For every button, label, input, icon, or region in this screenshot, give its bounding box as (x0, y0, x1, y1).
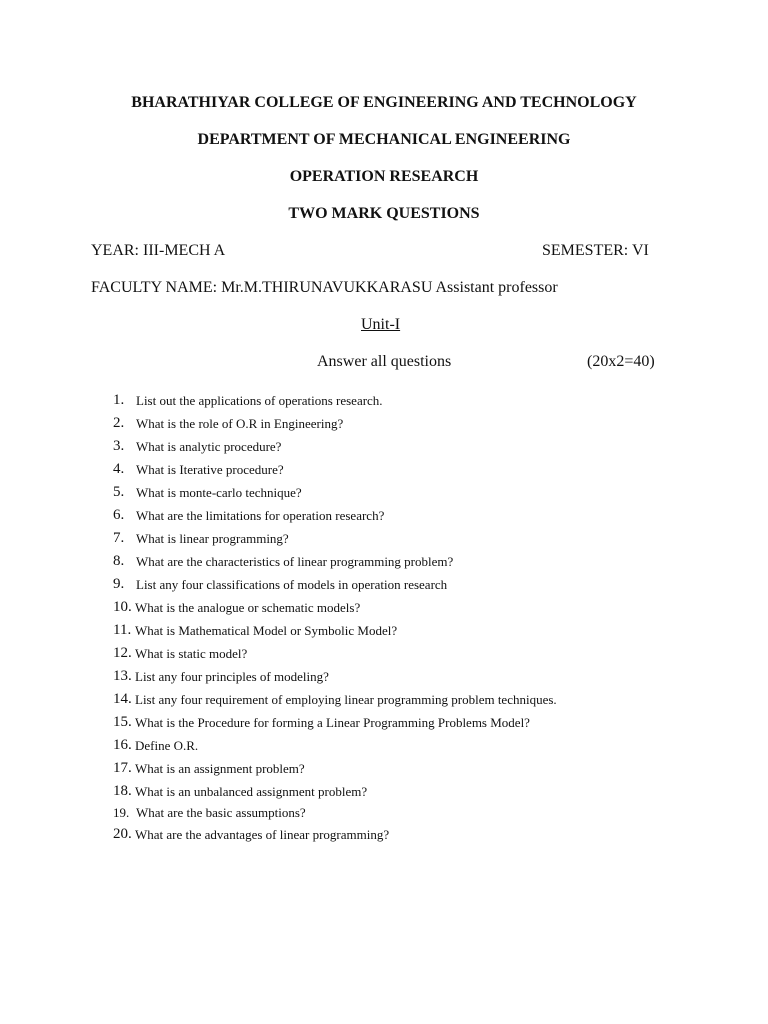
list-item (113, 711, 557, 734)
college-title: BHARATHIYAR COLLEGE OF ENGINEERING AND TECHNOLOGY (131, 94, 637, 111)
question-number: 10. (113, 599, 132, 615)
semester-label: SEMESTER: VI (542, 242, 649, 259)
question-number: 17. (113, 760, 132, 776)
list-item (113, 389, 557, 412)
question-text: What is Mathematical Model or Symbolic Model? (135, 622, 398, 638)
unit-heading: Unit-I (361, 316, 401, 333)
question-number: 16. (113, 737, 132, 753)
question-text: What are the limitations for operation research? (136, 507, 385, 523)
list-item (113, 734, 557, 757)
question-text: What are the basic assumptions? (136, 805, 306, 820)
question-text: What is Iterative procedure? (136, 461, 284, 477)
question-text: What is linear programming? (136, 530, 289, 546)
list-item (113, 435, 557, 458)
list-item (113, 757, 557, 780)
question-number: 14. (113, 691, 132, 707)
list-item (113, 412, 557, 435)
question-number: 12. (113, 645, 132, 661)
question-number: 1. (113, 392, 125, 408)
question-number: 3. (113, 438, 125, 454)
faculty-label: FACULTY NAME: Mr.M.THIRUNAVUKKARASU Assistant professor (91, 279, 558, 296)
question-text: What are the advantages of linear programming? (135, 826, 390, 842)
subject-title: OPERATION RESEARCH (289, 168, 479, 185)
question-text: What is the Procedure for forming a Linear Programming Problems Model? (135, 714, 530, 730)
question-number: 13. (113, 668, 132, 684)
department-title: DEPARTMENT OF MECHANICAL ENGINEERING (197, 131, 571, 148)
question-text: List any four requirement of employing linear programming problem techniques. (135, 691, 557, 707)
question-number: 15. (113, 714, 132, 730)
list-item (113, 619, 557, 642)
question-text: List any four classifications of models in operation research (136, 576, 448, 592)
question-text: What is the role of O.R in Engineering? (136, 415, 344, 431)
question-number: 20. (113, 826, 132, 842)
question-text: What is monte-carlo technique? (136, 484, 302, 500)
question-text: What are the characteristics of linear programming problem? (136, 553, 454, 569)
question-text: What is an assignment problem? (135, 760, 305, 776)
list-item (113, 550, 557, 573)
list-item (113, 573, 557, 596)
list-item (113, 527, 557, 550)
year-label: YEAR: III-MECH A (91, 242, 226, 259)
question-number: 7. (113, 530, 125, 546)
list-item (113, 504, 557, 527)
list-item (113, 596, 557, 619)
list-item (113, 823, 557, 846)
question-number: 6. (113, 507, 125, 523)
list-item (113, 780, 557, 803)
question-number: 18. (113, 783, 132, 799)
question-number: 4. (113, 461, 125, 477)
question-number: 9. (113, 576, 125, 592)
question-text: What is the analogue or schematic models? (135, 599, 361, 615)
instruction-text: Answer all questions (317, 353, 452, 370)
list-item (113, 458, 557, 481)
list-item (113, 665, 557, 688)
list-item (113, 481, 557, 504)
question-number: 11. (113, 622, 132, 638)
question-text: What is analytic procedure? (136, 438, 282, 454)
question-text: What is static model? (135, 645, 248, 661)
question-text: Define O.R. (135, 737, 199, 753)
marks-text: (20x2=40) (587, 353, 655, 370)
question-text: What is an unbalanced assignment problem? (135, 783, 368, 799)
question-number: 5. (113, 484, 125, 500)
question-number: 2. (113, 415, 125, 431)
paper-type-title: TWO MARK QUESTIONS (288, 205, 480, 222)
question-text: List any four principles of modeling? (135, 668, 329, 684)
list-item (113, 642, 557, 665)
list-item (113, 803, 557, 823)
question-list (113, 389, 557, 846)
question-number: 19. (113, 805, 130, 820)
list-item (113, 688, 557, 711)
question-number: 8. (113, 553, 125, 569)
question-text: List out the applications of operations research. (136, 392, 383, 408)
